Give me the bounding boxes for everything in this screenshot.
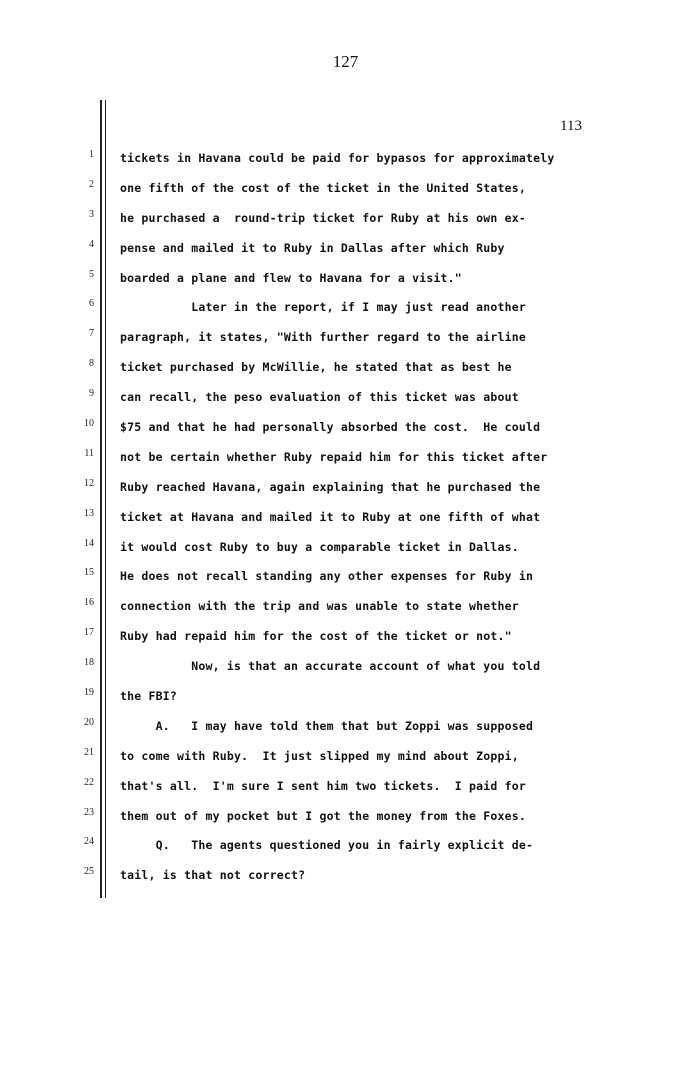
line-number-column [80,148,94,895]
transcript-line: $75 and that he had personally absorbed the cost. He could [120,420,541,435]
line-number: 4 [89,238,94,250]
line-number: 15 [84,567,94,579]
line-number: 19 [84,687,94,699]
transcript-line: pense and mailed it to Ruby in Dallas after which Ruby [120,240,505,255]
transcript-line: that's all. I'm sure I sent him two tickets. I paid for [120,778,527,793]
transcript-line: it would cost Ruby to buy a comparable ticket in Dallas. [120,539,519,554]
line-number: 23 [84,806,94,818]
transcript-line: ticket at Havana and mailed it to Ruby at one fifth of what [120,509,541,524]
line-number: 13 [84,507,94,519]
line-number: 2 [89,178,94,190]
transcript-line: He does not recall standing any other expenses for Ruby in [120,569,534,584]
line-number: 8 [89,358,94,370]
line-number: 5 [89,268,94,280]
line-number: 6 [89,298,94,310]
line-number: 7 [89,328,94,340]
transcript-line: Now, is that an accurate account of what you told [120,659,541,674]
line-number: 25 [84,866,94,878]
line-number: 14 [84,537,94,549]
transcript-line: to come with Ruby. It just slipped my mind about Zoppi, [120,748,519,763]
line-number: 17 [84,627,94,639]
transcript-line: the FBI? [120,689,177,704]
transcript-line: A. I may have told them that but Zoppi was supposed [120,718,534,733]
transcript-text [120,148,620,895]
transcript-line: them out of my pocket but I got the money from the Foxes. [120,808,527,823]
transcript-line: ticket purchased by McWillie, he stated that as best he [120,360,512,375]
line-number: 3 [89,208,94,220]
line-number: 9 [89,388,94,400]
transcript-line: Ruby reached Havana, again explaining that he purchased the [120,479,541,494]
transcript-line: one fifth of the cost of the ticket in the United States, [120,180,527,195]
page-number-top: 127 [332,52,359,71]
transcript-line: Ruby had repaid him for the cost of the ticket or not." [120,629,512,644]
transcript-line: tail, is that not correct? [120,868,306,883]
transcript-line: paragraph, it states, "With further regard to the airline [120,330,527,345]
transcript-line: tickets in Havana could be paid for bypasos for approximately [120,151,555,165]
transcript-line: Later in the report, if I may just read another [120,300,527,315]
transcript-line: connection with the trip and was unable to state whether [120,599,519,614]
line-number: 21 [84,746,94,758]
line-number: 24 [84,836,94,848]
transcript-line: he purchased a round-trip ticket for Ruby at his own ex- [120,210,527,225]
line-number: 12 [84,477,94,489]
line-number: 10 [84,418,94,430]
margin-rule-right [105,100,106,898]
line-number: 22 [84,776,94,788]
line-number: 1 [89,149,94,160]
line-number: 11 [84,447,94,459]
line-number: 20 [84,716,94,728]
page-number-right: 113 [560,118,582,134]
transcript-line: Q. The agents questioned you in fairly explicit de- [120,838,534,853]
line-number: 16 [84,597,94,609]
transcript-line: can recall, the peso evaluation of this ticket was about [120,390,519,405]
line-number: 18 [84,657,94,669]
margin-rule-left [100,100,102,898]
transcript-line: boarded a plane and flew to Havana for a visit." [120,270,462,285]
transcript-line: not be certain whether Ruby repaid him for this ticket after [120,449,548,464]
